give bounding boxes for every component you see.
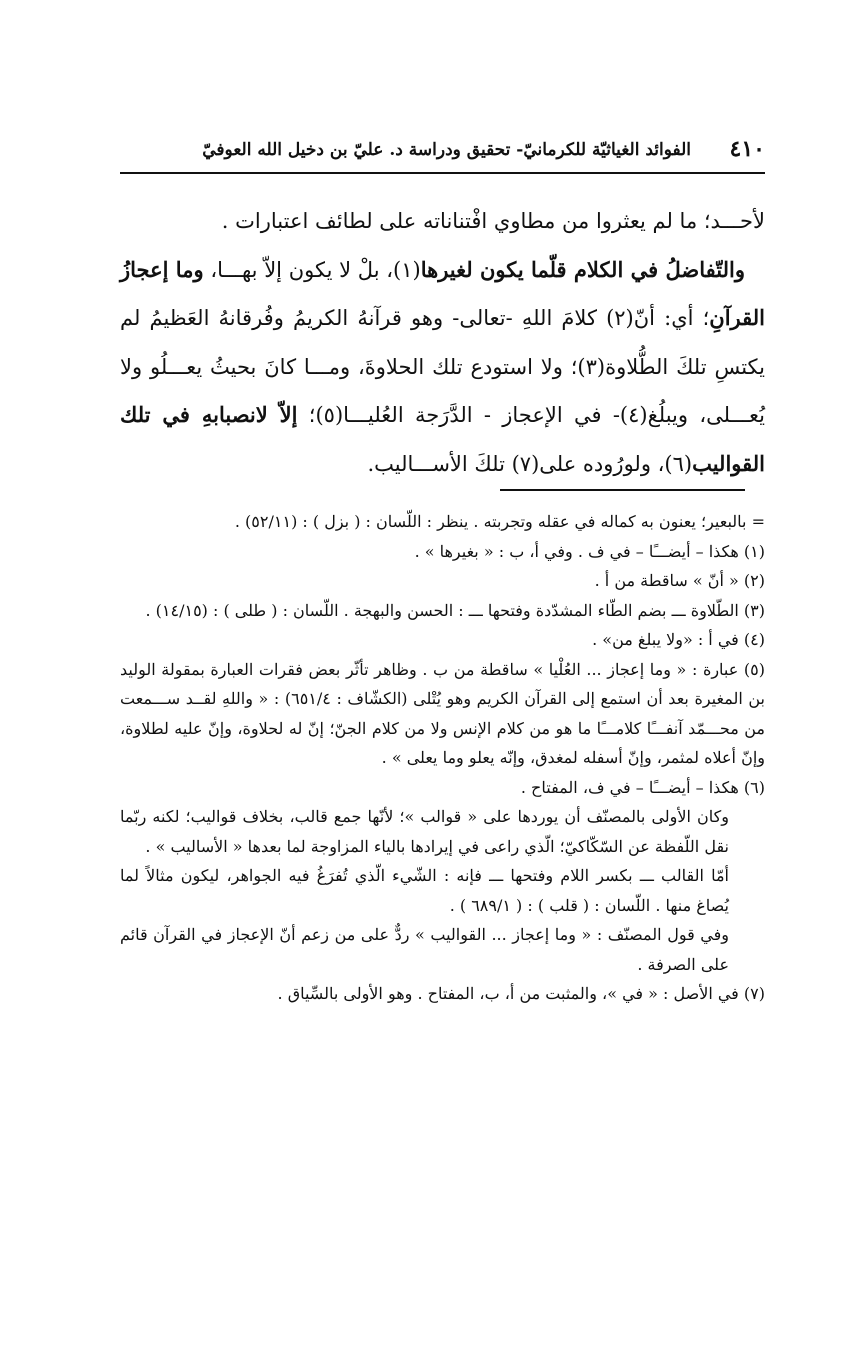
footnote-continuation: وكان الأولى بالمصنّف أن يوردها على « قوالب »؛ لأنّها جمع قالب، بخلاف قواليب؛ لكنه ربّما نقل اللّفظة عن السّكّاكيّ؛ الّذي راعى في إيرادها بالياء المزاوجة لما بعدها « الأساليب » . [120,807,729,856]
main-text [120,197,765,488]
footnote: (٤) في أ : «ولا يبلغ من» . [592,630,765,649]
running-title: الفوائد الغياثيّة للكرمانيّ- تحقيق ودراسة د. عليّ بن دخيل الله العوفيّ [202,140,691,160]
text-span: بهـــا، [210,257,265,282]
text-span: ؛ أي: أنّ(٢) كلامَ اللهِ -تعالى- وهو قرآنهُ الكريمُ وفُرقانهُ العَظيمُ لم يكتسِ تلكَ الطُّلاوة(٣)؛ ولا استودع تلك الحلاوةَ، ومـــا كانَ بحيثُ يعـــلُو ولا يُعـــلى، ويبلُغ(٤)- في الإعجاز - الدَّرَجة العُليـــا(٥)؛ [120,306,765,427]
footnote-separator [500,489,745,491]
text-span: (٦)، ولورُوده على(٧) تلكَ الأســـاليب. [367,451,693,476]
text-span: لأحـــد؛ ما لم يعثروا من مطاوي افْتناناته على لطائف اعتبارات . [221,209,765,233]
text-paragraph [120,246,765,489]
footnote: (٧) في الأصل : « في »، والمثبت من أ، ب، المفتاح . وهو الأولى بالسِّياق . [277,984,765,1003]
footnote: (١) هكذا – أيضـــًا – في ف . وفي أ، ب : « بغيرها » . [414,541,765,561]
footnote: (٢) « أنّ » ساقطة من أ . [594,571,765,590]
footnote-continuation: وفي قول المصنّف : « وما إعجاز ... القواليب » ردٌّ على من زعم أنّ الإعجاز في القرآن قائم على الصرفة . [120,925,729,974]
text-span: (١)، بلْ لا يكون إلاّ [264,257,421,282]
page-header [120,132,765,174]
footnote: (٣) الطّلاوة ـــ بضم الطّاء المشدّدة وفتحها ـــ : الحسن والبهجة . اللّسان : ( طلى ) : (١٤/١٥) . [145,600,765,620]
bold-phrase: وما إعجازُ القرآنِ [120,256,765,330]
footnote: (٥) عبارة : « وما إعجاز ... العُلْيا » ساقطة من ب . وظاهر تأثّر بعض فقرات العبارة بمقولة الوليد بن المغيرة بعد أن استمع إلى القرآن الكريم وهو يُتْلى (الكشّاف : ٦٥١/٤) : « واللهِ لقــد ســـمعت من محـــمّد آنفـــًا كلامـــًا ما هو من كلام الإنس ولا من كلام الجنّ؛ إنّ له لحلاوة، وإنّ عليه لطلاوة، وإنّ أعلاه لمثمر، وإنّ أسفله لمغدق، وإنّه يعلو وما يعلى » . [120,659,765,767]
bold-phrase: إلاّ لانصبابهِ في تلك القواليب [120,402,765,476]
footnote-continuation: أمّا القالب ـــ بكسر اللام وفتحها ـــ فإنه : الشّيء الّذي تُفرَغُ فيه الجواهر، ليكون مثالاً لما يُصاغ منها . اللّسان : ( قلب ) : ( ٦٨٩/١ ) . [120,866,729,915]
footnote: = بالبعير؛ يعنون به كماله في عقله وتجربته . ينظر : اللّسان : ( بزل ) : (٥٢/١١) . [234,512,765,531]
bold-phrase: والتّفاضلُ في الكلام قلّما يكون لغيرها [420,256,745,282]
footnote: (٦) هكذا – أيضـــًا – في ف، المفتاح . [520,777,765,797]
text-line [120,197,765,246]
page-number: ٤١٠ [729,136,765,162]
footnotes [120,507,765,1009]
